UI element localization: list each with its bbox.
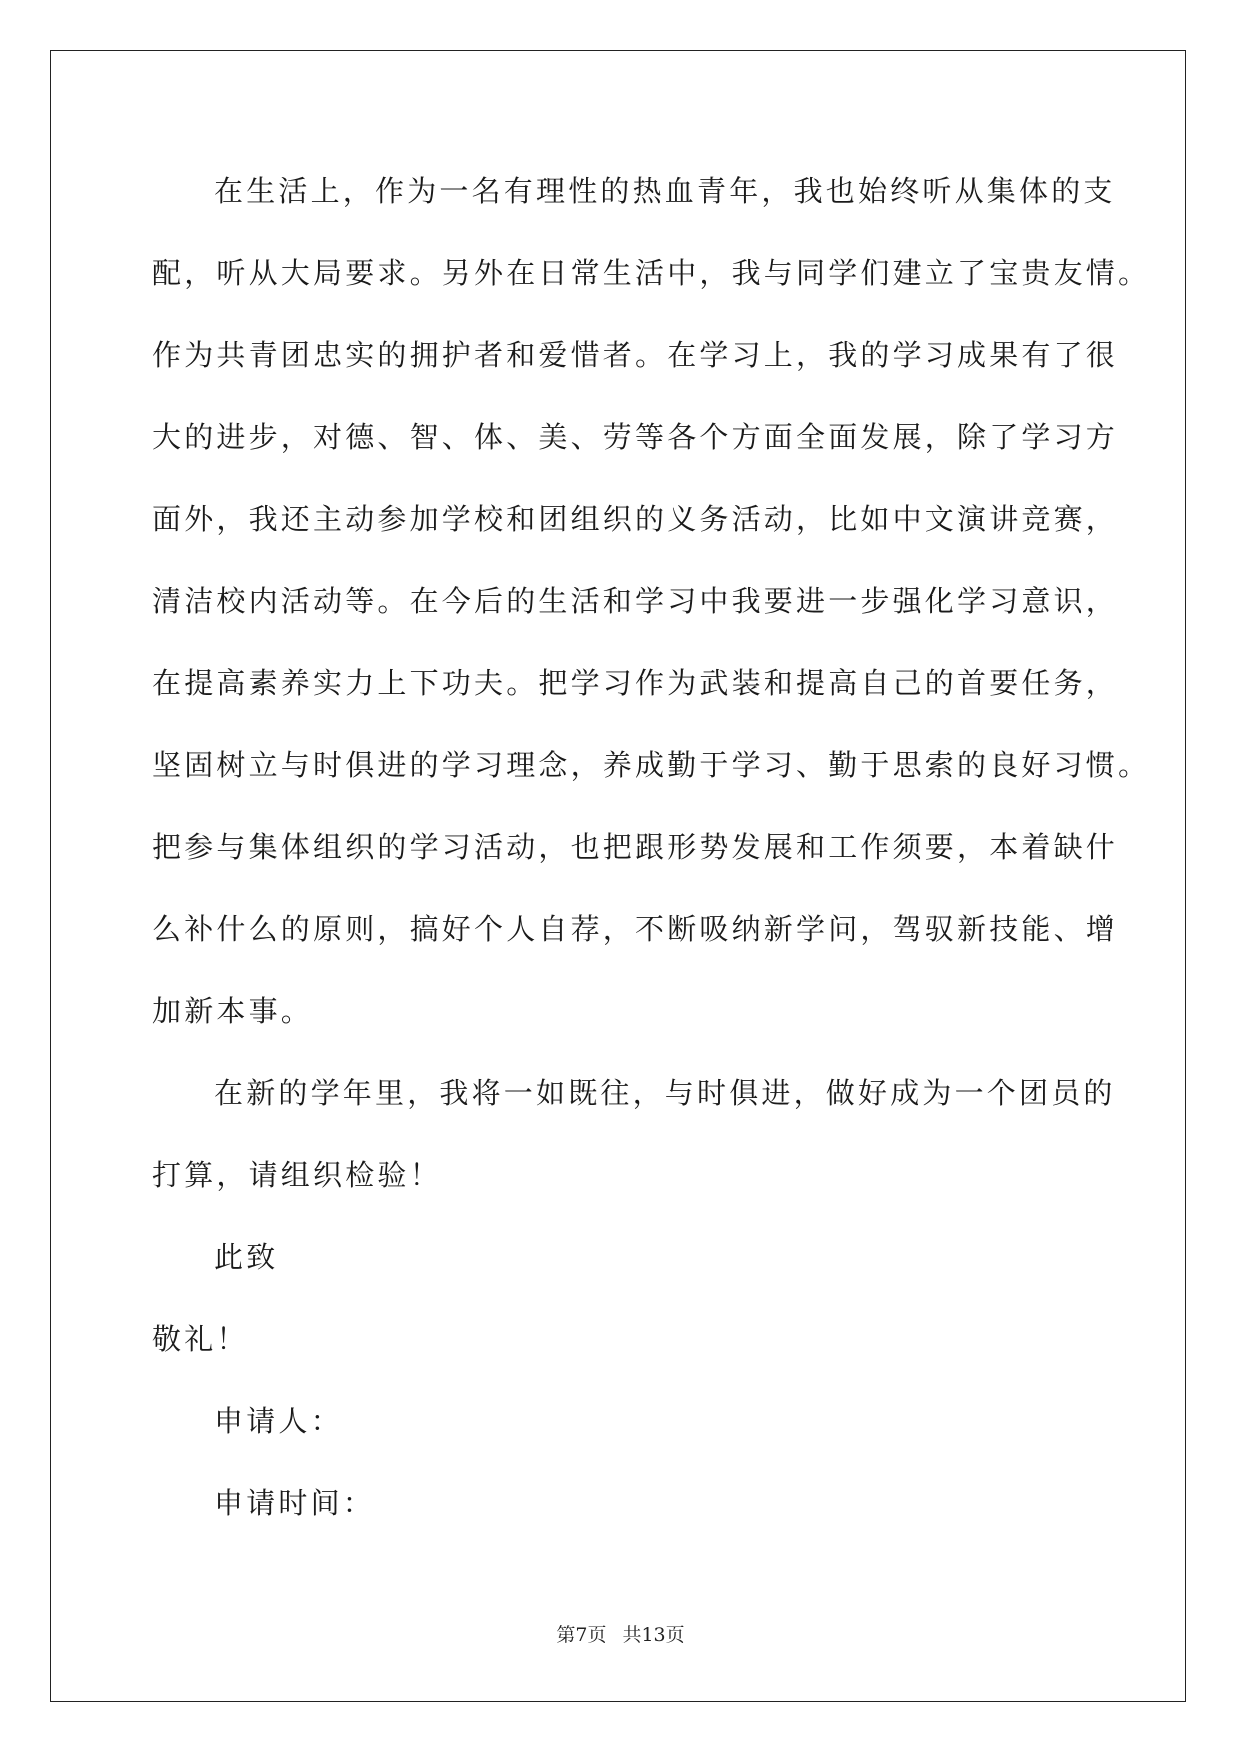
paragraph-line: 在生活上，作为一名有理性的热血青年，我也始终听从集体的支	[214, 174, 1116, 208]
paragraph-line: 么补什么的原则，搞好个人自荐，不断吸纳新学问，驾驭新技能、增	[152, 912, 1119, 946]
document-body	[152, 160, 1151, 1554]
paragraph-line: 打算，请组织检验！	[152, 1158, 442, 1192]
paragraph-line: 坚固树立与时俱进的学习理念，养成勤于学习、勤于思索的良好习惯。	[152, 748, 1151, 782]
paragraph-line: 面外，我还主动参加学校和团组织的义务活动，比如中文演讲竞赛，	[152, 502, 1119, 536]
paragraph-line: 清洁校内活动等。在今后的生活和学习中我要进一步强化学习意识，	[152, 584, 1119, 618]
paragraph-line: 在新的学年里，我将一如既往，与时俱进，做好成为一个团员的	[214, 1076, 1116, 1110]
page-number: 第7页	[556, 1624, 607, 1646]
closing-regards: 敬礼！	[152, 1322, 249, 1356]
applicant-label: 申请人：	[214, 1404, 343, 1438]
paragraph-line: 配，听从大局要求。另外在日常生活中，我与同学们建立了宝贵友情。	[152, 256, 1151, 290]
application-date-label: 申请时间：	[214, 1486, 376, 1520]
page-total: 共13页	[622, 1624, 685, 1646]
paragraph-line: 作为共青团忠实的拥护者和爱惜者。在学习上，我的学习成果有了很	[152, 338, 1119, 372]
paragraph-line: 把参与集体组织的学习活动，也把跟形势发展和工作须要，本着缺什	[152, 830, 1119, 864]
paragraph-line: 大的进步，对德、智、体、美、劳等各个方面全面发展，除了学习方	[152, 420, 1119, 454]
closing-salutation: 此致	[214, 1240, 279, 1274]
page-footer	[0, 1620, 1241, 1647]
paragraph-line: 加新本事。	[152, 994, 314, 1028]
paragraph-line: 在提高素养实力上下功夫。把学习作为武装和提高自己的首要任务，	[152, 666, 1119, 700]
